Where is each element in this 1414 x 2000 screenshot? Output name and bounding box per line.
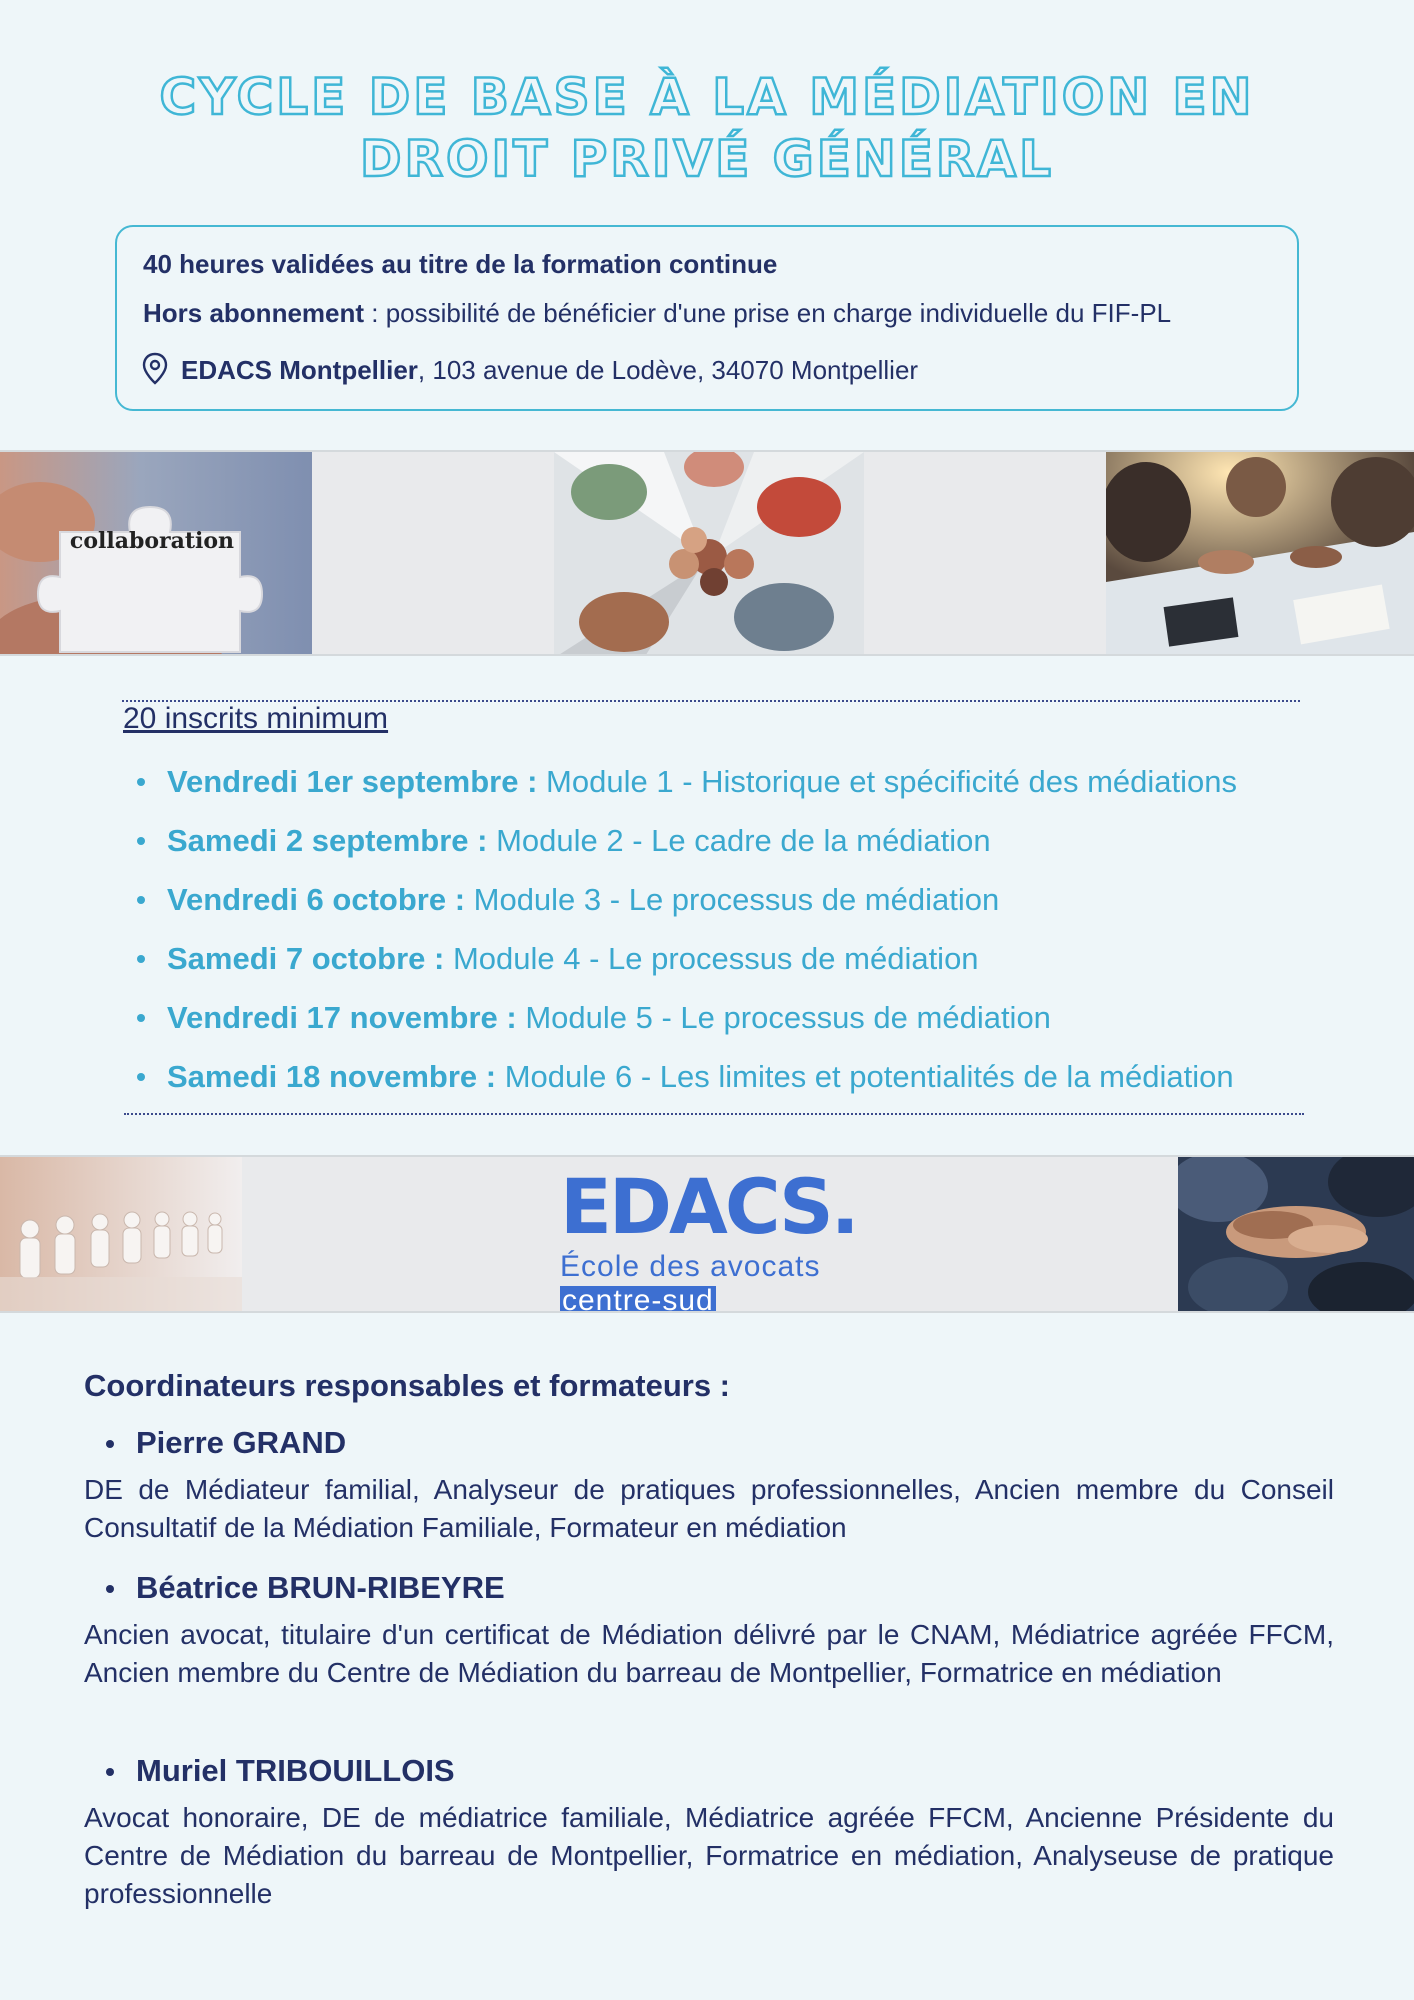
- module-date: Samedi 2 septembre :: [167, 823, 488, 858]
- module-date: Vendredi 6 octobre :: [167, 882, 466, 917]
- team-hands-photo: [554, 452, 864, 654]
- location-info: [181, 353, 918, 387]
- coordinator-name: Pierre GRAND: [84, 1423, 1334, 1463]
- list-item: [137, 752, 1237, 811]
- info-box: [115, 225, 1299, 411]
- page-title: [0, 66, 1414, 190]
- funding-label: Hors abonnement: [143, 298, 365, 328]
- hours-text: 40 heures validées au titre de la formation continue: [143, 249, 778, 279]
- location-address: , 103 avenue de Lodève, 34070 Montpellier: [417, 355, 919, 385]
- title-line-2: DROIT PRIVÉ GÉNÉRAL: [360, 130, 1054, 188]
- coordinator-card: [84, 1751, 1334, 1913]
- list-item: [137, 870, 1237, 929]
- module-date: Vendredi 17 novembre :: [167, 1000, 517, 1035]
- meeting-table-photo: [1106, 452, 1414, 654]
- list-item: [137, 988, 1237, 1047]
- module-date: Samedi 7 octobre :: [167, 941, 445, 976]
- title-line-1: CYCLE DE BASE À LA MÉDIATION EN: [159, 68, 1255, 126]
- logo-area: [242, 1157, 1178, 1311]
- module-title: Module 3 - Le processus de médiation: [465, 882, 1000, 917]
- coordinator-card: [84, 1423, 1334, 1547]
- hours-info: [143, 247, 777, 281]
- module-title: Module 2 - Le cadre de la médiation: [487, 823, 991, 858]
- module-date: Samedi 18 novembre :: [167, 1059, 497, 1094]
- module-date: Vendredi 1er septembre :: [167, 764, 538, 799]
- puzzle-photo: [0, 452, 312, 654]
- photo-band-top: [0, 450, 1414, 656]
- edacs-logo: [560, 1162, 860, 1311]
- joined-hands-photo: [1178, 1157, 1414, 1311]
- list-item: [137, 929, 1237, 988]
- coordinator-description: DE de Médiateur familial, Analyseur de pratiques professionnelles, Ancien membre du Conseil Consultatif de la Médiation Familiale, Formateur en médiation: [84, 1474, 1334, 1543]
- module-title: Module 4 - Le processus de médiation: [444, 941, 979, 976]
- map-pin-icon: [141, 352, 169, 386]
- funding-text: : possibilité de bénéficier d'une prise en charge individuelle du FIF-PL: [364, 298, 1172, 328]
- module-title: Module 6 - Les limites et potentialités de la médiation: [496, 1059, 1234, 1094]
- paper-chain-photo: [0, 1157, 242, 1311]
- coordinator-name: Béatrice BRUN-RIBEYRE: [84, 1568, 1334, 1608]
- module-schedule: [137, 752, 1237, 1106]
- logo-subtitle: École des avocats: [560, 1250, 821, 1283]
- list-item: [137, 1047, 1237, 1106]
- funding-info: [143, 296, 1171, 330]
- puzzle-word: collaboration: [69, 528, 235, 554]
- coordinator-card: [84, 1568, 1334, 1692]
- divider-bottom: [124, 1113, 1304, 1115]
- coordinator-description: Ancien avocat, titulaire d'un certificat de Médiation délivré par le CNAM, Médiatrice agréée FFCM, Ancien membre du Centre de Médiation du barreau de Montpellier, Formatrice en médiation: [84, 1619, 1334, 1688]
- list-item: [137, 811, 1237, 870]
- coordinator-name: Muriel TRIBOUILLOIS: [84, 1751, 1334, 1791]
- logo-band: [0, 1155, 1414, 1313]
- logo-name: EDACS.: [560, 1162, 857, 1251]
- coordinator-description: Avocat honoraire, DE de médiatrice familiale, Médiatrice agréée FFCM, Ancienne Présidente du Centre de Médiation du barreau de Montpellier, Formatrice en médiation, Analyseuse de pratique professionnelle: [84, 1802, 1334, 1909]
- coordinators-heading: Coordinateurs responsables et formateurs :: [84, 1368, 730, 1403]
- module-title: Module 1 - Historique et spécificité des médiations: [537, 764, 1237, 799]
- location-name: EDACS Montpellier: [181, 355, 418, 385]
- module-title: Module 5 - Le processus de médiation: [516, 1000, 1051, 1035]
- minimum-attendees: 20 inscrits minimum: [123, 702, 389, 735]
- logo-region: centre-sud: [560, 1286, 716, 1311]
